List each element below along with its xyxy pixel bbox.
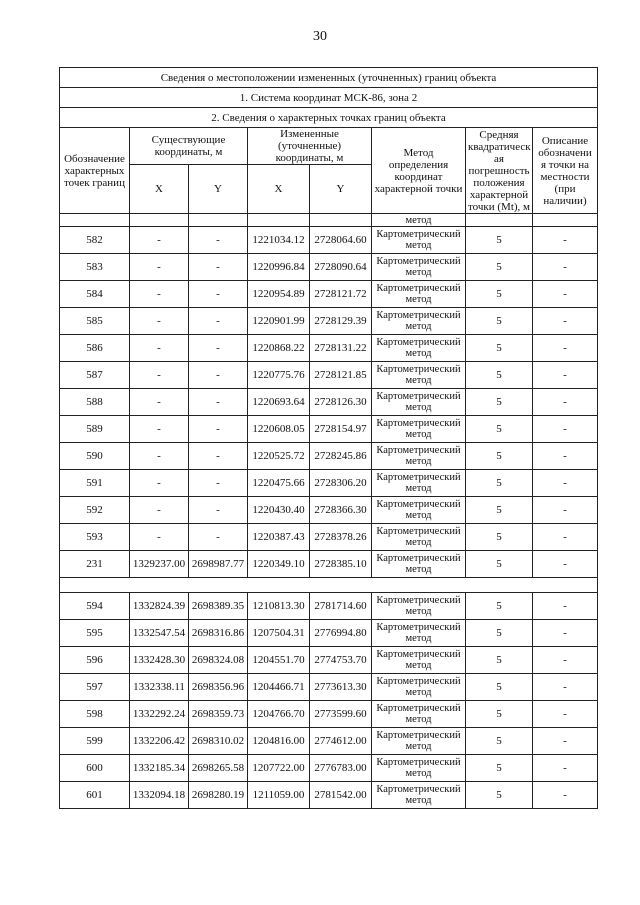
cell-changed-x: 1210813.30	[248, 593, 310, 620]
table-row	[60, 389, 598, 416]
coordinates-table	[59, 67, 598, 809]
cell-accuracy: 5	[466, 470, 533, 497]
coordinate-system: 1. Система координат МСК-86, зона 2	[60, 88, 598, 108]
cell-accuracy: 5	[466, 620, 533, 647]
cell-changed-x: 1204466.71	[248, 674, 310, 701]
table-row	[60, 701, 598, 728]
cell-point-id: 586	[60, 335, 130, 362]
cell-description: -	[533, 497, 598, 524]
cell-accuracy: 5	[466, 389, 533, 416]
cell-existing-x: -	[130, 335, 189, 362]
cell-existing-x: -	[130, 470, 189, 497]
cell-point-id: 588	[60, 389, 130, 416]
cell-accuracy: 5	[466, 335, 533, 362]
cell-existing-x: 1332185.34	[130, 755, 189, 782]
header-changed-coords: Измененные (уточненные) координаты, м	[248, 128, 372, 165]
cell-accuracy: 5	[466, 227, 533, 254]
table-row	[60, 497, 598, 524]
table-row	[60, 755, 598, 782]
cell-existing-x: -	[130, 416, 189, 443]
cell-existing-y: 2698987.77	[189, 551, 248, 578]
cell-accuracy: 5	[466, 551, 533, 578]
cell-point-id: 601	[60, 782, 130, 809]
cell-changed-y: 2728378.26	[310, 524, 372, 551]
cell-changed-y: 2781542.00	[310, 782, 372, 809]
cell-existing-y: -	[189, 470, 248, 497]
cell-existing-x: -	[130, 524, 189, 551]
cell-method: Картометрический метод	[372, 416, 466, 443]
cell-method: Картометрический метод	[372, 728, 466, 755]
cell-accuracy: 5	[466, 443, 533, 470]
cell-changed-y: 2776994.80	[310, 620, 372, 647]
cell-changed-x: 1220693.64	[248, 389, 310, 416]
cell-changed-y: 2728121.85	[310, 362, 372, 389]
table-row	[60, 443, 598, 470]
cell-existing-y: 2698316.86	[189, 620, 248, 647]
table-row	[60, 335, 598, 362]
table-row	[60, 620, 598, 647]
cell-method: Картометрический метод	[372, 524, 466, 551]
cell-changed-y: 2728306.20	[310, 470, 372, 497]
cell-point-id: 585	[60, 308, 130, 335]
cell-changed-y: 2776783.00	[310, 755, 372, 782]
cell-existing-x: -	[130, 362, 189, 389]
table-row	[60, 524, 598, 551]
page-number: 30	[313, 29, 327, 44]
cell-existing-x: -	[130, 497, 189, 524]
cell-accuracy: 5	[466, 524, 533, 551]
cell-existing-x: 1332428.30	[130, 647, 189, 674]
table-row	[60, 674, 598, 701]
cell-method: Картометрический метод	[372, 701, 466, 728]
cell-method: Картометрический метод	[372, 443, 466, 470]
cell-existing-y: -	[189, 362, 248, 389]
continuation-row	[60, 214, 598, 227]
cell-description: -	[533, 593, 598, 620]
cell-changed-x: 1220996.84	[248, 254, 310, 281]
cell-description: -	[533, 254, 598, 281]
cell-existing-y: -	[189, 308, 248, 335]
cell-changed-x: 1207722.00	[248, 755, 310, 782]
cell-point-id: 597	[60, 674, 130, 701]
table-row	[60, 470, 598, 497]
cell-existing-x: 1332206.42	[130, 728, 189, 755]
cell-description: -	[533, 647, 598, 674]
cell-existing-y: -	[189, 416, 248, 443]
cell-point-id: 583	[60, 254, 130, 281]
cell-method: Картометрический метод	[372, 335, 466, 362]
table-row	[60, 308, 598, 335]
cell-existing-x: 1332292.24	[130, 701, 189, 728]
cell-accuracy: 5	[466, 416, 533, 443]
cell-changed-y: 2728121.72	[310, 281, 372, 308]
cell-description: -	[533, 620, 598, 647]
cell-method: Картометрический метод	[372, 497, 466, 524]
cell-method: Картометрический метод	[372, 227, 466, 254]
table-body	[60, 68, 598, 809]
cell-existing-x: 1329237.00	[130, 551, 189, 578]
cell-accuracy: 5	[466, 728, 533, 755]
cell-point-id: 587	[60, 362, 130, 389]
cell-existing-y: 2698324.08	[189, 647, 248, 674]
cell-changed-y: 2728131.22	[310, 335, 372, 362]
cell-description: -	[533, 335, 598, 362]
cell-description: -	[533, 281, 598, 308]
cell-method: Картометрический метод	[372, 647, 466, 674]
header-accuracy: Средняя квадратическ ая погрешность положения характерной точки (Mt), м	[466, 128, 533, 214]
cell-accuracy: 5	[466, 755, 533, 782]
header-point-designation: Обозначение характерных точек границ	[60, 128, 130, 214]
cell-existing-x: 1332094.18	[130, 782, 189, 809]
table-row	[60, 362, 598, 389]
cell-accuracy: 5	[466, 782, 533, 809]
cell-accuracy: 5	[466, 593, 533, 620]
cell-existing-y: -	[189, 281, 248, 308]
cell-changed-x: 1220954.89	[248, 281, 310, 308]
header-existing-y: Y	[189, 165, 248, 214]
cell-existing-y: -	[189, 497, 248, 524]
header-changed-y: Y	[310, 165, 372, 214]
cell-existing-x: -	[130, 443, 189, 470]
table-row	[60, 281, 598, 308]
cell-accuracy: 5	[466, 497, 533, 524]
cell-changed-x: 1220525.72	[248, 443, 310, 470]
table-row	[60, 551, 598, 578]
cell-description: -	[533, 755, 598, 782]
header-changed-x: X	[248, 165, 310, 214]
cell-existing-x: -	[130, 254, 189, 281]
cell-description: -	[533, 416, 598, 443]
cell-changed-y: 2728366.30	[310, 497, 372, 524]
separator-row	[60, 578, 598, 593]
cell-method: Картометрический метод	[372, 470, 466, 497]
cell-changed-x: 1220608.05	[248, 416, 310, 443]
cell-changed-y: 2728064.60	[310, 227, 372, 254]
cell-description: -	[533, 674, 598, 701]
cell-existing-x: -	[130, 227, 189, 254]
continuation-method: метод	[372, 214, 466, 227]
cell-method: Картометрический метод	[372, 389, 466, 416]
cell-changed-x: 1220430.40	[248, 497, 310, 524]
cell-changed-x: 1204766.70	[248, 701, 310, 728]
cell-changed-y: 2728090.64	[310, 254, 372, 281]
cell-method: Картометрический метод	[372, 755, 466, 782]
cell-point-id: 598	[60, 701, 130, 728]
cell-changed-y: 2728126.30	[310, 389, 372, 416]
cell-existing-x: 1332338.11	[130, 674, 189, 701]
cell-existing-x: -	[130, 389, 189, 416]
cell-existing-y: 2698389.35	[189, 593, 248, 620]
cell-point-id: 590	[60, 443, 130, 470]
cell-point-id: 593	[60, 524, 130, 551]
cell-changed-x: 1204551.70	[248, 647, 310, 674]
cell-accuracy: 5	[466, 281, 533, 308]
cell-method: Картометрический метод	[372, 674, 466, 701]
cell-existing-y: -	[189, 335, 248, 362]
header-existing-x: X	[130, 165, 189, 214]
cell-description: -	[533, 443, 598, 470]
cell-method: Картометрический метод	[372, 782, 466, 809]
cell-changed-x: 1207504.31	[248, 620, 310, 647]
section-title: 2. Сведения о характерных точках границ объекта	[60, 108, 598, 128]
cell-method: Картометрический метод	[372, 551, 466, 578]
cell-point-id: 589	[60, 416, 130, 443]
cell-point-id: 592	[60, 497, 130, 524]
cell-description: -	[533, 470, 598, 497]
cell-point-id: 591	[60, 470, 130, 497]
cell-changed-x: 1220868.22	[248, 335, 310, 362]
cell-existing-y: -	[189, 227, 248, 254]
cell-changed-x: 1220901.99	[248, 308, 310, 335]
cell-changed-y: 2728154.97	[310, 416, 372, 443]
cell-existing-y: 2698265.58	[189, 755, 248, 782]
cell-existing-x: 1332824.39	[130, 593, 189, 620]
cell-existing-y: 2698280.19	[189, 782, 248, 809]
cell-existing-y: 2698356.96	[189, 674, 248, 701]
table-row	[60, 728, 598, 755]
cell-accuracy: 5	[466, 254, 533, 281]
cell-changed-y: 2781714.60	[310, 593, 372, 620]
cell-point-id: 594	[60, 593, 130, 620]
cell-changed-y: 2774753.70	[310, 647, 372, 674]
cell-changed-y: 2774612.00	[310, 728, 372, 755]
table-row	[60, 782, 598, 809]
cell-method: Картометрический метод	[372, 308, 466, 335]
cell-description: -	[533, 728, 598, 755]
cell-point-id: 596	[60, 647, 130, 674]
cell-method: Картометрический метод	[372, 593, 466, 620]
table-row	[60, 254, 598, 281]
cell-description: -	[533, 362, 598, 389]
cell-method: Картометрический метод	[372, 362, 466, 389]
cell-point-id: 584	[60, 281, 130, 308]
cell-accuracy: 5	[466, 674, 533, 701]
cell-method: Картометрический метод	[372, 620, 466, 647]
cell-accuracy: 5	[466, 701, 533, 728]
header-description: Описание обозначени я точки на местности (при наличии)	[533, 128, 598, 214]
table-row	[60, 647, 598, 674]
table-row	[60, 227, 598, 254]
cell-changed-x: 1221034.12	[248, 227, 310, 254]
separator-cell	[60, 578, 598, 593]
cell-existing-x: 1332547.54	[130, 620, 189, 647]
cell-accuracy: 5	[466, 362, 533, 389]
cell-description: -	[533, 701, 598, 728]
cell-existing-y: -	[189, 389, 248, 416]
cell-existing-y: -	[189, 254, 248, 281]
cell-changed-x: 1211059.00	[248, 782, 310, 809]
cell-existing-y: -	[189, 524, 248, 551]
cell-accuracy: 5	[466, 647, 533, 674]
cell-changed-x: 1220387.43	[248, 524, 310, 551]
cell-point-id: 600	[60, 755, 130, 782]
table-title: Сведения о местоположении измененных (уточненных) границ объекта	[60, 68, 598, 88]
cell-changed-x: 1220775.76	[248, 362, 310, 389]
cell-description: -	[533, 524, 598, 551]
cell-existing-x: -	[130, 308, 189, 335]
cell-changed-y: 2728245.86	[310, 443, 372, 470]
cell-changed-y: 2773599.60	[310, 701, 372, 728]
header-existing-coords: Существующие координаты, м	[130, 128, 248, 165]
cell-changed-x: 1204816.00	[248, 728, 310, 755]
cell-changed-y: 2728129.39	[310, 308, 372, 335]
cell-changed-x: 1220475.66	[248, 470, 310, 497]
cell-description: -	[533, 308, 598, 335]
cell-description: -	[533, 782, 598, 809]
cell-existing-x: -	[130, 281, 189, 308]
cell-accuracy: 5	[466, 308, 533, 335]
cell-changed-y: 2728385.10	[310, 551, 372, 578]
cell-existing-y: 2698310.02	[189, 728, 248, 755]
cell-method: Картометрический метод	[372, 254, 466, 281]
cell-changed-x: 1220349.10	[248, 551, 310, 578]
table-row	[60, 416, 598, 443]
cell-changed-y: 2773613.30	[310, 674, 372, 701]
cell-description: -	[533, 389, 598, 416]
cell-method: Картометрический метод	[372, 281, 466, 308]
table-row	[60, 593, 598, 620]
cell-description: -	[533, 551, 598, 578]
cell-point-id: 595	[60, 620, 130, 647]
cell-point-id: 582	[60, 227, 130, 254]
cell-existing-y: -	[189, 443, 248, 470]
cell-point-id: 599	[60, 728, 130, 755]
cell-existing-y: 2698359.73	[189, 701, 248, 728]
cell-description: -	[533, 227, 598, 254]
header-method: Метод определения координат характерной точки	[372, 128, 466, 214]
cell-point-id: 231	[60, 551, 130, 578]
